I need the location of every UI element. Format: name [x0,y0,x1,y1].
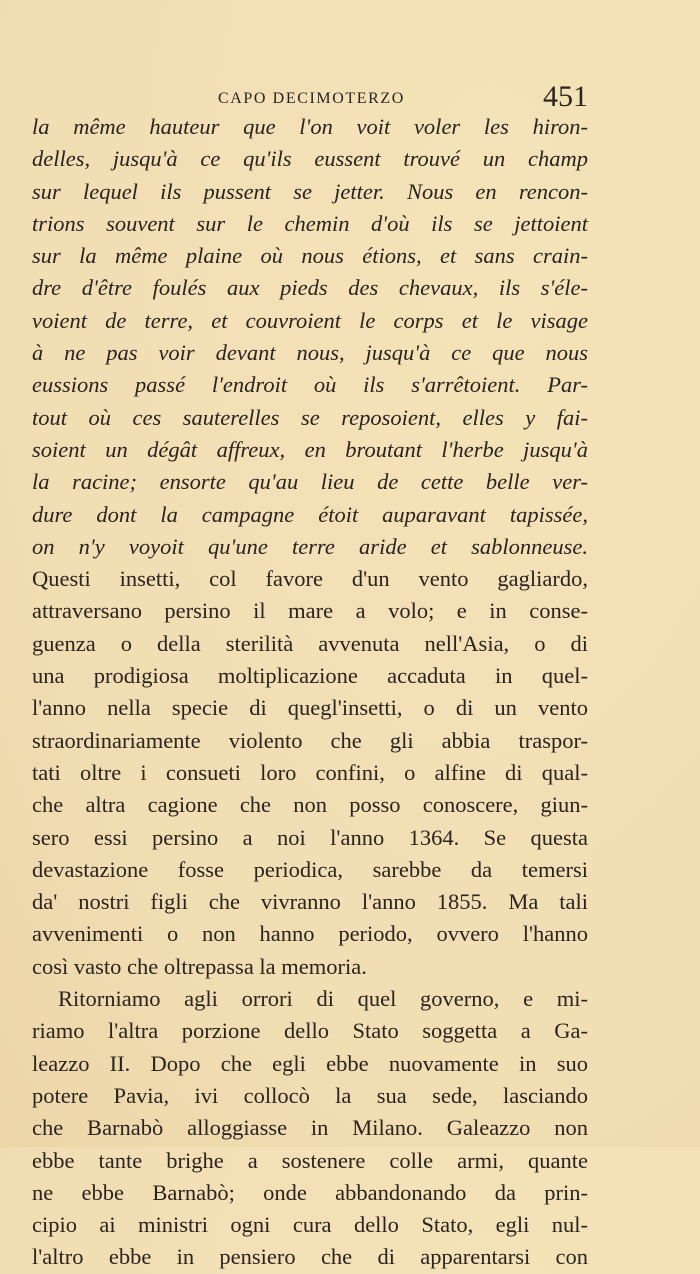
page-number: 451 [543,80,588,113]
paragraph-line: che altra cagione che non posso conoscere, giun- [32,792,588,818]
paragraph-line: l'anno nella specie di quegl'insetti, o di un vento [32,695,588,721]
paragraph-line: Questi insetti, col favore d'un vento gagliardo, [32,566,588,592]
paragraph-line: sero essi persino a noi l'anno 1364. Se questa [32,824,588,850]
quote-line: sur lequel ils pussent se jetter. Nous en rencon- [32,178,588,204]
paragraph-line: ebbe tante brighe a sostenere colle armi, quante [32,1147,588,1173]
quote-line: dure dont la campagne étoit auparavant tapissée, [32,501,588,527]
paragraph-line: tati oltre i consueti loro confini, o alfine di qual- [32,759,588,785]
paragraph-line: devastazione fosse periodica, sarebbe da temersi [32,856,588,882]
paragraph-line: così vasto che oltrepassa la memoria. [32,953,367,979]
quote-line: on n'y voyoit qu'une terre aride et sablonneuse. [32,533,588,559]
quote-line: la racine; ensorte qu'au lieu de cette belle ver- [32,469,588,495]
quote-line: voient de terre, et couvroient le corps et le visage [32,307,588,333]
paragraph-line: ne ebbe Barnabò; onde abbandonando da prin- [32,1179,588,1205]
running-title: CAPO DECIMOTERZO [218,90,405,107]
paragraph-line: attraversano persino il mare a volo; e in conse- [32,598,588,624]
paragraph-line: che Barnabò alloggiasse in Milano. Galeazzo non [32,1115,588,1141]
quote-line: delles, jusqu'à ce qu'ils eussent trouvé un champ [32,146,588,172]
paragraph-line: guenza o della sterilità avvenuta nell'Asia, o di [32,630,588,656]
paragraph-line: avvenimenti o non hanno periodo, ovvero l'hanno [32,921,588,947]
quote-line: à ne pas voir devant nous, jusqu'à ce que nous [32,340,588,366]
paragraph-line: l'altro ebbe in pensiero che di apparentarsi con [32,1244,588,1270]
quote-line: la même hauteur que l'on voit voler les hiron- [32,114,588,139]
paragraph-line: leazzo II. Dopo che egli ebbe nuovamente in suo [32,1050,588,1076]
paragraph-line: cipio ai ministri ogni cura dello Stato, egli nul- [32,1212,588,1238]
paragraph-line: riamo l'altra porzione dello Stato soggetta a Ga- [32,1018,588,1044]
quote-line: tout où ces sauterelles se reposoient, elles y fai- [32,404,588,430]
quote-line: sur la même plaine où nous étions, et sans crain- [32,243,588,269]
quote-line: eussions passé l'endroit où ils s'arrêtoient. Par- [32,372,588,398]
paragraph-line: straordinariamente violento che gli abbia traspor- [32,727,588,753]
body-text [32,111,588,1274]
paragraph-line: una prodigiosa moltiplicazione accaduta in quel- [32,663,588,689]
quote-line: trions souvent sur le chemin d'où ils se jettoient [32,210,588,236]
paragraph-line: da' nostri figli che vivranno l'anno 1855. Ma tali [32,889,588,915]
paragraph-line: Ritorniamo agli orrori di quel governo, e mi- [58,986,588,1012]
paragraph-line: potere Pavia, ivi collocò la sua sede, lasciando [32,1082,588,1108]
quote-line: dre d'être foulés aux pieds des chevaux, ils s'éle- [32,275,588,301]
quote-line: soient un dégât affreux, en broutant l'herbe jusqu'à [32,436,588,462]
